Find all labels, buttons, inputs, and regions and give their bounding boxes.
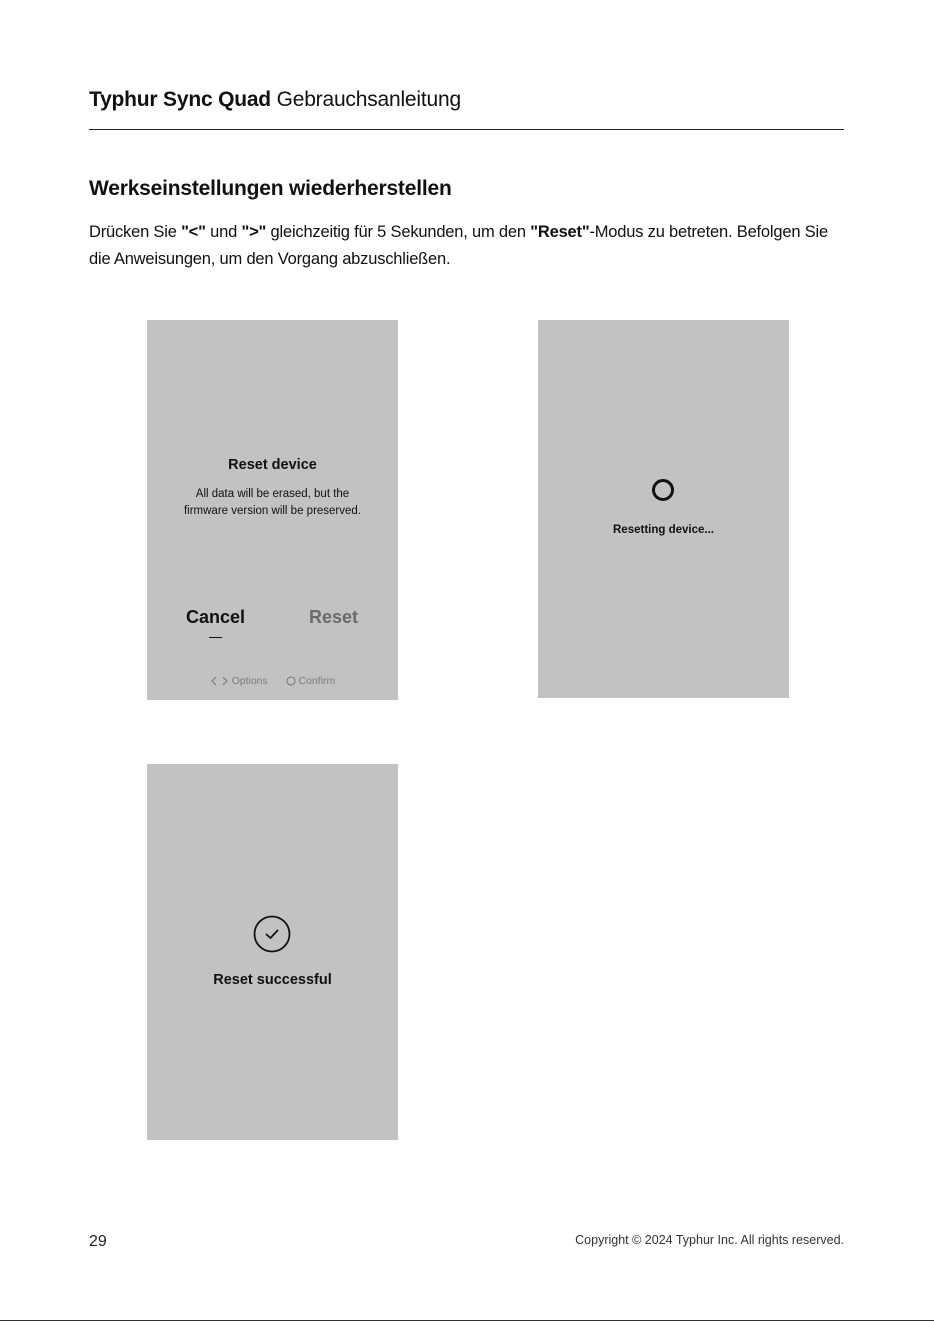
key-right: ">" bbox=[241, 223, 267, 241]
page-header bbox=[89, 88, 844, 112]
product-name: Typhur Sync Quad bbox=[89, 88, 271, 111]
page-number: 29 bbox=[89, 1233, 107, 1250]
ring-spinner-icon bbox=[652, 479, 674, 501]
reset-mode-name: "Reset" bbox=[530, 223, 590, 241]
intro-paragraph: Drücken Sie "<" und ">" gleichzeitig für 5 Sekunden, um den "Reset"-Modus zu betreten. Befolgen Sie die Anweisungen, um den Vorgang abzuschließen. bbox=[89, 223, 828, 268]
selection-indicator bbox=[209, 637, 222, 638]
section-title: Werkseinstellungen wiederherstellen bbox=[89, 177, 452, 200]
reset-button[interactable]: Reset bbox=[309, 607, 359, 627]
key-left: "<" bbox=[181, 223, 206, 241]
reset-device-title: Reset device bbox=[228, 457, 317, 473]
resetting-status: Resetting device... bbox=[613, 524, 714, 536]
document-type: Gebrauchsanleitung bbox=[276, 88, 461, 111]
page-bottom-edge bbox=[0, 1320, 934, 1321]
button-hints bbox=[147, 675, 398, 687]
reset-success-status: Reset successful bbox=[213, 972, 332, 988]
copyright-notice: Copyright © 2024 Typhur Inc. All rights reserved. bbox=[575, 1233, 844, 1247]
device-screen-resetting bbox=[538, 320, 789, 698]
options-hint-label: Options bbox=[231, 675, 268, 688]
circle-icon bbox=[286, 676, 296, 686]
reset-warning-message: All data will be erased, but the firmware version will be preserved. bbox=[183, 488, 362, 517]
device-screen-reset-success bbox=[147, 764, 398, 1140]
header-divider bbox=[89, 129, 844, 130]
chevron-right-icon bbox=[221, 676, 229, 686]
check-circle-icon bbox=[253, 915, 291, 953]
device-screen-reset-prompt bbox=[147, 320, 398, 700]
cancel-button[interactable]: Cancel bbox=[186, 607, 246, 627]
chevron-left-icon bbox=[210, 676, 218, 686]
confirm-hint-label: Confirm bbox=[298, 675, 336, 688]
